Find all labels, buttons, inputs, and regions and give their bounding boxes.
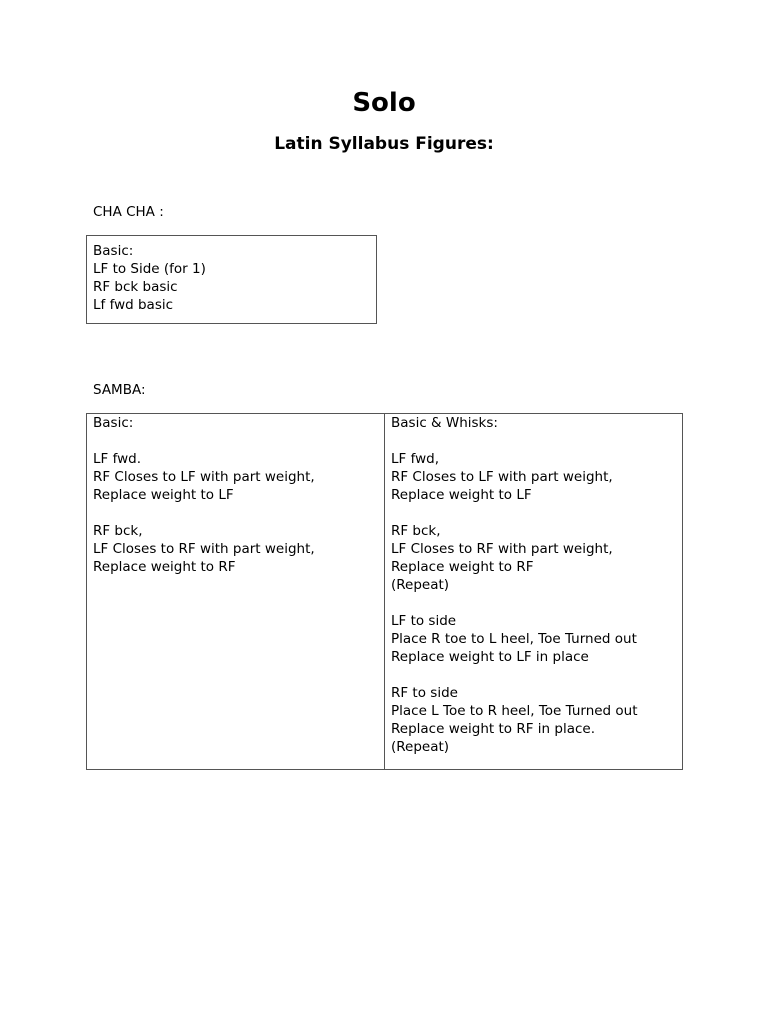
samba-basic-line [93,432,384,450]
samba-whisks-line: Replace weight to RF in place. [391,721,595,737]
samba-basic-column [87,414,385,769]
samba-whisks-column [385,414,682,769]
page-title: Solo [352,88,416,118]
samba-whisks-line: LF fwd, [391,451,439,467]
samba-basic-line: Replace weight to LF [93,487,234,503]
samba-table [86,413,683,770]
samba-whisks-line: (Repeat) [391,577,450,593]
cha-cha-line: Basic: [93,243,134,259]
samba-whisks-line: RF bck, [391,523,441,539]
samba-whisks-line: Replace weight to LF [391,487,532,503]
samba-whisks-line: Place L Toe to R heel, Toe Turned out [391,703,638,719]
samba-whisks-line: Place R toe to L heel, Toe Turned out [391,631,637,647]
samba-whisks-line: Replace weight to LF in place [391,649,589,665]
samba-whisks-line: LF Closes to RF with part weight, [391,541,613,557]
cha-cha-line: RF bck basic [93,279,178,295]
cha-cha-line: Lf fwd basic [93,297,174,313]
samba-whisks-line: RF to side [391,685,458,701]
samba-whisks-line: (Repeat) [391,739,450,755]
samba-basic-line: LF Closes to RF with part weight, [93,541,315,557]
samba-whisks-line [391,594,682,612]
samba-basic-line: Replace weight to RF [93,559,236,575]
samba-whisks-line: Basic & Whisks: [391,415,498,431]
samba-basic-line: RF bck, [93,523,143,539]
cha-cha-heading: CHA CHA : [93,204,164,220]
cha-cha-line: LF to Side (for 1) [93,261,206,277]
samba-whisks-line: LF to side [391,613,457,629]
samba-basic-line: RF Closes to LF with part weight, [93,469,315,485]
samba-whisks-line: Replace weight to RF [391,559,534,575]
samba-basic-line [93,504,384,522]
samba-basic-line: LF fwd. [93,451,141,467]
samba-whisks-line [391,432,682,450]
samba-whisks-line [391,504,682,522]
page-subtitle: Latin Syllabus Figures: [274,134,494,154]
samba-whisks-line [391,666,682,684]
cha-cha-box [86,235,377,324]
samba-heading: SAMBA: [93,382,146,398]
samba-basic-line: Basic: [93,415,134,431]
samba-whisks-line: RF Closes to LF with part weight, [391,469,613,485]
